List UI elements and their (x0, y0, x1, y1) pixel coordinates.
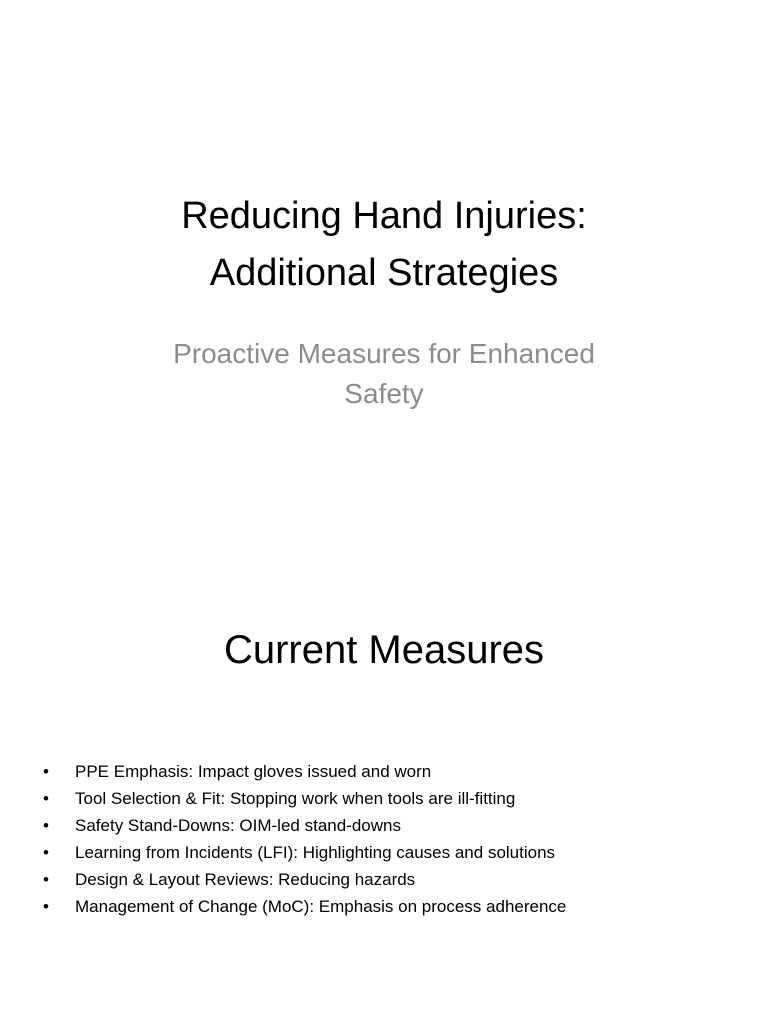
subtitle-line-1: Proactive Measures for Enhanced (173, 338, 595, 369)
slide-title (40, 188, 728, 302)
bullet-marker: • (43, 897, 49, 916)
bullet-marker: • (43, 816, 49, 835)
bullet-marker: • (43, 762, 49, 781)
slide-subtitle (120, 334, 648, 414)
bullet-item (40, 839, 740, 866)
slide-heading: Current Measures (223, 628, 545, 672)
bullet-item (40, 812, 740, 839)
title-line-2: Additional Strategies (209, 252, 559, 294)
bullet-text: Tool Selection & Fit: Stopping work when tools are ill-fitting (75, 789, 516, 808)
bullet-list (40, 758, 740, 920)
bullet-text: Design & Layout Reviews: Reducing hazards (75, 870, 416, 889)
bullet-item (40, 866, 740, 893)
bullet-item (40, 758, 740, 785)
title-line-1: Reducing Hand Injuries: (181, 195, 587, 237)
bullet-text: PPE Emphasis: Impact gloves issued and worn (75, 762, 432, 781)
bullet-text: Management of Change (MoC): Emphasis on process adherence (75, 897, 567, 916)
bullet-item (40, 785, 740, 812)
bullet-marker: • (43, 870, 49, 889)
bullet-item (40, 893, 740, 920)
bullet-marker: • (43, 789, 49, 808)
bullet-text: Learning from Incidents (LFI): Highlighting causes and solutions (75, 843, 556, 862)
subtitle-line-2: Safety (344, 378, 424, 409)
bullet-marker: • (43, 843, 49, 862)
content-slide (0, 512, 768, 1024)
bullet-text: Safety Stand-Downs: OIM-led stand-downs (75, 816, 401, 835)
